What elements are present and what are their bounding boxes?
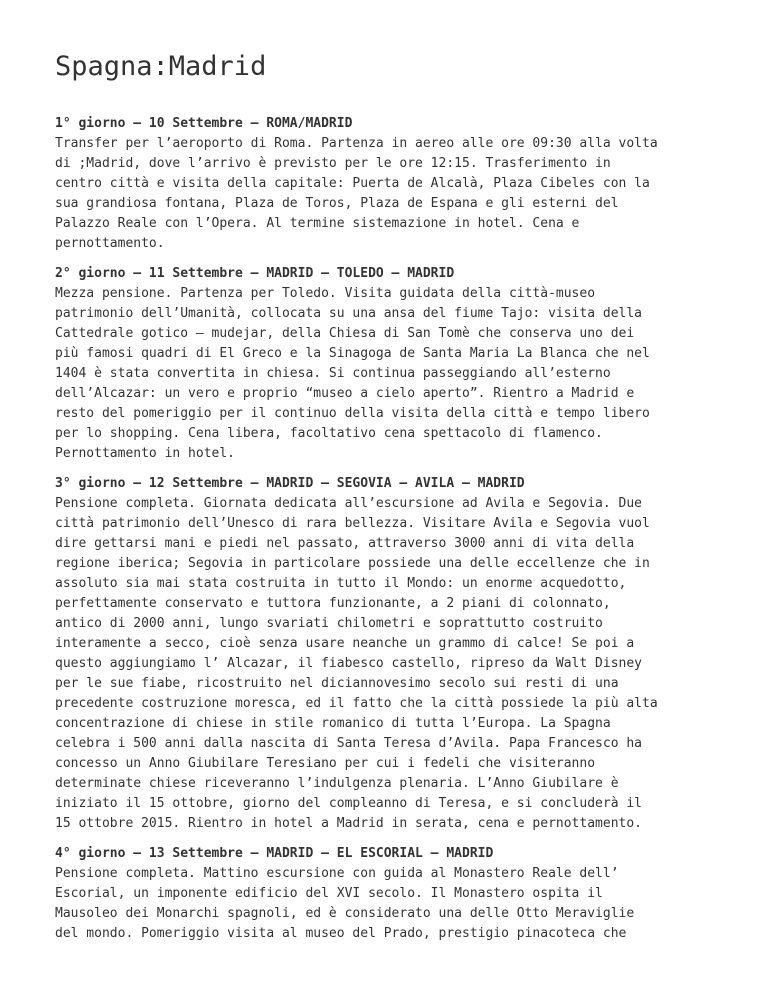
day-2-text: Mezza pensione. Partenza per Toledo. Visita guidata della città-museo patrimonio dell’Umanità, collocata su una ansa del fiume Tajo: visita della Cattedrale gotico – mudejar, della Chiesa di San Tomè che conserva uno dei più famosi quadri di El Greco e la Sinagoga de Santa Maria La Blanca che nel 1404 è stata convertita in chiesa. Si continua passeggiando all’esterno dell’Alcazar: un vero e proprio “museo a cielo aperto”. Rientro a Madrid e resto del pomeriggio per il continuo della visita della città e tempo libero per lo shopping. Cena libera, facoltativo cena spettacolo di flamenco. Pernottamento in hotel. (55, 286, 650, 461)
day-1-section (55, 114, 715, 254)
day-3-section (55, 474, 715, 834)
day-2-section (55, 264, 715, 464)
day-3-heading: 3° giorno – 12 Settembre – MADRID – SEGOVIA – AVILA – MADRID (55, 476, 525, 491)
page-title: Spagna:Madrid (55, 51, 267, 82)
day-1-heading: 1° giorno – 10 Settembre – ROMA/MADRID (55, 116, 353, 131)
day-2-heading: 2° giorno – 11 Settembre – MADRID – TOLEDO – MADRID (55, 266, 455, 281)
day-3-text: Pensione completa. Giornata dedicata all’escursione ad Avila e Segovia. Due città patrimonio dell’Unesco di rara bellezza. Visitare Avila e Segovia vuol dire gettarsi mani e piedi nel passato, attraverso 3000 anni di vita della regione iberica; Segovia in particolare possiede una delle eccellenze che in assoluto sia mai stata costruita in tutto il Mondo: un enorme acquedotto, perfettamente conservato e tuttora funzionante, a 2 piani di colonnato, antico di 2000 anni, lungo svariati chilometri e soprattutto costruito interamente a secco, cioè senza usare neanche un grammo di calce! Se poi a questo aggiungiamo l’ Alcazar, il fiabesco castello, ripreso da Walt Disney per le sue fiabe, ricostruito nel diciannovesimo secolo sui resti di una precedente costruzione moresca, ed il fatto che la città possiede la più alta concentrazione di chiese in stile romanico di tutta l’Europa. La Spagna celebra i 500 anni dalla nascita di Santa Teresa d’Avila. Papa Francesco ha concesso un Anno Giubilare Teresiano per cui i fedeli che visiteranno determinate chiese riceveranno l’indulgenza plenaria. L’Anno Giubilare è iniziato il 15 ottobre, giorno del compleanno di Teresa, e si concluderà il 15 ottobre 2015. Rientro in hotel a Madrid in serata, cena e pernottamento. (55, 496, 658, 831)
day-4-text: Pensione completa. Mattino escursione con guida al Monastero Reale dell’ Escorial, un imponente edificio del XVI secolo. Il Monastero ospita il Mausoleo dei Monarchi spagnoli, ed è considerato una delle Otto Meraviglie del mondo. Pomeriggio visita al museo del Prado, prestigio pinacoteca che (55, 866, 635, 941)
day-4-heading: 4° giorno – 13 Settembre – MADRID – EL ESCORIAL – MADRID (55, 846, 494, 861)
day-1-text: Transfer per l’aeroporto di Roma. Partenza in aereo alle ore 09:30 alla volta di ;Madrid, dove l’arrivo è previsto per le ore 12:15. Trasferimento in centro città e visita della capitale: Puerta de Alcalà, Plaza Cibeles con la sua grandiosa fontana, Plaza de Toros, Plaza de Espana e gli esterni del Palazzo Reale con l’Opera. Al termine sistemazione in hotel. Cena e pernottamento. (55, 136, 658, 251)
day-4-section (55, 844, 715, 944)
document-page (55, 50, 715, 954)
